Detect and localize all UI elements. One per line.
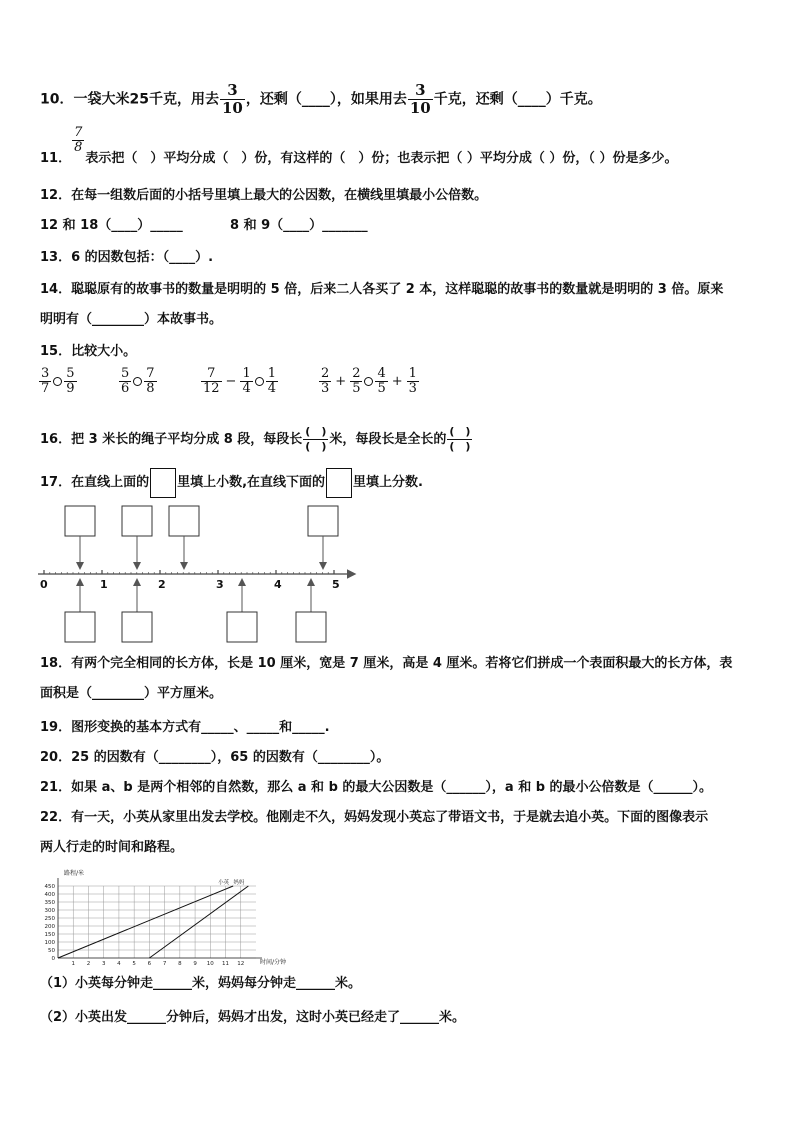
tick-label: 0 bbox=[40, 578, 48, 591]
fraction-3-10-second: $\frac{3}{10}$ bbox=[409, 81, 431, 117]
y-tick-label: 350 bbox=[44, 900, 55, 906]
compare-circle bbox=[364, 377, 373, 386]
question-22-line1: 22．有一天，小英从家里出发去学校。他刚走不久，妈妈发现小英忘了带语文书，于是就去追小英。下面的图像表示 bbox=[40, 810, 709, 825]
y-tick-label: 150 bbox=[44, 932, 55, 938]
question-20: 20．25 的因数有（________），65 的因数有（________）。 bbox=[40, 750, 390, 765]
x-tick-label: 12 bbox=[237, 961, 245, 967]
tick-label: 2 bbox=[158, 578, 166, 591]
x-tick-label: 3 bbox=[101, 961, 106, 967]
question-13: 13．6 的因数包括：（____）. bbox=[40, 250, 214, 265]
y-tick-label: 250 bbox=[44, 916, 55, 922]
series-label-1: 小英 bbox=[218, 880, 230, 886]
fraction-7-8: $\frac{7}{8}$ bbox=[74, 125, 83, 155]
y-tick-label: 0 bbox=[51, 956, 55, 962]
fraction-3-10: $\frac{3}{10}$ bbox=[221, 81, 243, 117]
question-22-line2: 两人行走的时间和路程。 bbox=[40, 840, 184, 855]
x-tick-label: 11 bbox=[222, 961, 230, 967]
tick-label: 3 bbox=[216, 578, 224, 591]
y-tick-label: 450 bbox=[44, 884, 55, 890]
compare-circle bbox=[53, 377, 62, 386]
tick-label: 4 bbox=[274, 578, 282, 591]
series-line-1 bbox=[58, 886, 233, 958]
number-line-labels bbox=[40, 578, 340, 591]
question-15-title: 15．比较大小。 bbox=[40, 344, 137, 359]
answer-box-icon bbox=[150, 468, 176, 498]
blank-fraction-1[interactable]: $\frac{( )}{( )}$ bbox=[305, 425, 327, 453]
chart-grid bbox=[58, 878, 262, 958]
x-tick-label: 8 bbox=[178, 961, 182, 967]
bottom-answer-boxes bbox=[65, 612, 326, 642]
question-14-line2: 明明有（________）本故事书。 bbox=[40, 312, 223, 327]
x-tick-label: 1 bbox=[71, 961, 75, 967]
question-22-sub1: （1）小英每分钟走______米，妈妈每分钟走______米。 bbox=[40, 976, 362, 991]
bottom-box-1 bbox=[65, 612, 95, 642]
question-11: 11． $\frac{7}{8}$ 表示把（ ）平均分成（ ）份，有这样的（ ）份；也表示把（ ）平均分成（ ）份，（ ）份是多少。 bbox=[40, 125, 678, 166]
y-tick-labels bbox=[45, 884, 56, 962]
x-tick-label: 7 bbox=[162, 961, 167, 967]
question-12-b: 8 和 9（____）_______ bbox=[230, 218, 368, 233]
x-tick-label: 2 bbox=[86, 961, 91, 967]
top-box-4 bbox=[308, 506, 338, 536]
compare-item-4: $\frac{2}{3}$ + $\frac{2}{5}$ $\frac{4}{5}$ + $\frac{1}{3}$ bbox=[321, 366, 417, 396]
question-17: 17．在直线上面的 里填上小数,在直线下面的 里填上分数. bbox=[40, 466, 423, 500]
question-10: 10．一袋大米25千克，用去 $\frac{3}{10}$ ，还剩（____），如果用去 $\frac{3}{10}$ 千克，还剩（____）千克。 bbox=[40, 81, 602, 117]
question-18-line2: 面积是（________）平方厘米。 bbox=[40, 686, 223, 701]
x-axis-label: 时间/分钟 bbox=[260, 959, 287, 966]
tick-label: 5 bbox=[332, 578, 340, 591]
bottom-box-2 bbox=[122, 612, 152, 642]
number-line-figure bbox=[30, 502, 370, 647]
question-22-sub2: （2）小英出发______分钟后，妈妈才出发，这时小英已经走了______米。 bbox=[40, 1010, 466, 1025]
question-16: 16．把 3 米长的绳子平均分成 8 段，每段长 $\frac{( )}{( )}$ 米，每段长是全长的 $\frac{( )}{( )}$ bbox=[40, 425, 471, 453]
bottom-box-4 bbox=[296, 612, 326, 642]
x-tick-label: 9 bbox=[193, 961, 197, 967]
compare-item-2: $\frac{5}{6}$ $\frac{7}{8}$ bbox=[121, 366, 155, 396]
x-tick-label: 10 bbox=[206, 961, 214, 967]
top-box-3 bbox=[169, 506, 199, 536]
x-tick-label: 6 bbox=[147, 961, 152, 967]
question-19: 19．图形变换的基本方式有_____、_____和_____. bbox=[40, 720, 330, 735]
compare-circle bbox=[133, 377, 142, 386]
question-18-line1: 18．有两个完全相同的长方体，长是 10 厘米，宽是 7 厘米，高是 4 厘米。若将它们拼成一个表面积最大的长方体，表 bbox=[40, 656, 733, 671]
answer-box-icon bbox=[326, 468, 352, 498]
series-label-2: 妈妈 bbox=[233, 880, 245, 886]
x-tick-label: 5 bbox=[132, 961, 136, 967]
y-tick-label: 100 bbox=[44, 940, 55, 946]
x-tick-label: 4 bbox=[117, 961, 121, 967]
blank-fraction-2[interactable]: $\frac{( )}{( )}$ bbox=[449, 425, 471, 453]
question-14-line1: 14．聪聪原有的故事书的数量是明明的 5 倍，后来二人各买了 2 本，这样聪聪的故事书的数量就是明明的 3 倍。原来 bbox=[40, 282, 724, 297]
compare-item-3: $\frac{7}{12}$ − $\frac{1}{4}$ $\frac{1}{4}$ bbox=[203, 366, 277, 396]
y-tick-label: 300 bbox=[44, 908, 55, 914]
y-tick-label: 400 bbox=[44, 892, 55, 898]
compare-circle bbox=[255, 377, 264, 386]
y-tick-label: 200 bbox=[44, 924, 55, 930]
top-answer-boxes bbox=[65, 506, 338, 536]
question-12: 12．在每一组数后面的小括号里填上最大的公因数，在横线里填最小公倍数。 bbox=[40, 188, 488, 203]
question-12-a: 12 和 18（____）_____ bbox=[40, 218, 183, 233]
series-line-2 bbox=[149, 886, 248, 958]
distance-time-chart bbox=[28, 866, 288, 970]
x-tick-labels bbox=[71, 961, 244, 967]
top-box-1 bbox=[65, 506, 95, 536]
tick-label: 1 bbox=[100, 578, 108, 591]
y-axis-label: 路程/米 bbox=[64, 870, 85, 877]
top-box-2 bbox=[122, 506, 152, 536]
question-21: 21．如果 a、b 是两个相邻的自然数，那么 a 和 b 的最大公因数是（______），a 和 b 的最小公倍数是（______）。 bbox=[40, 780, 713, 795]
y-tick-label: 50 bbox=[48, 948, 55, 954]
bottom-box-3 bbox=[227, 612, 257, 642]
compare-item-1: $\frac{3}{7}$ $\frac{5}{9}$ bbox=[41, 366, 75, 396]
